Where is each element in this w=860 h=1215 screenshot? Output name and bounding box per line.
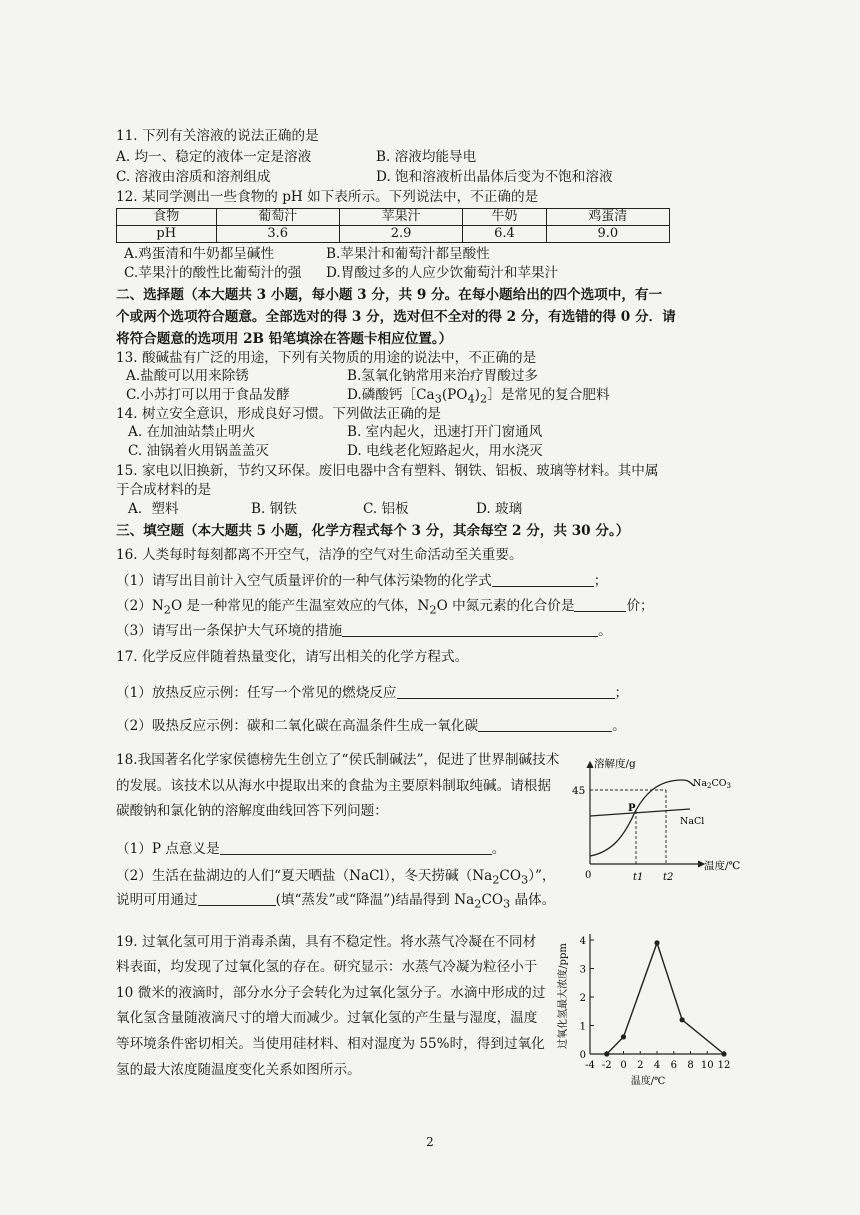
- x-tick-label: 12: [717, 1060, 731, 1071]
- answer-blank[interactable]: [492, 572, 594, 587]
- y-tick-label: 4: [579, 936, 586, 947]
- y-tick-label: 3: [579, 964, 586, 976]
- data-point: [604, 1051, 609, 1056]
- table-cell: 3.6: [216, 226, 339, 243]
- q16-stem: 16. 人类每时每刻都离不开空气，洁净的空气对生命活动至关重要。: [116, 547, 523, 563]
- answer-blank[interactable]: [220, 840, 492, 855]
- table-header-cell: 葡萄汁: [216, 209, 339, 226]
- x-axis-label: 温度/℃: [630, 1076, 666, 1086]
- x-tick-label: 6: [670, 1060, 677, 1071]
- q11-option-a: A. 均一、稳定的液体一定是溶液: [116, 149, 312, 165]
- q19-line2: 料表面，均发现了过氧化氢的存在。研究显示：水蒸气冷凝为粒径小于: [116, 959, 538, 975]
- q15-stem-line1: 15. 家电以旧换新，节约又环保。废旧电器中含有塑料、钢铁、铝板、玻璃等材料。其中属: [116, 463, 659, 479]
- y-tick-label: 1: [579, 1021, 586, 1033]
- q13-stem: 13. 酸碱盐有广泛的用途，下列有关物质的用途的说法中，不正确的是: [116, 350, 537, 366]
- q11-stem: 11. 下列有关溶液的说法正确的是: [116, 128, 319, 144]
- section2-line1: 二、选择题（本大题共 3 小题，每小题 3 分，共 9 分。在每小题给出的四个选项中，有一: [116, 287, 663, 303]
- q14-option-a: A. 在加油站禁止明火: [128, 424, 256, 440]
- point-p-label: P: [628, 803, 636, 814]
- q15-stem-line2: 于合成材料的是: [116, 482, 212, 498]
- q11-option-c: C. 溶液由溶质和溶剂组成: [116, 169, 271, 185]
- x-tick-label: t1: [633, 872, 644, 883]
- q14-option-c: C. 油锅着火用锅盖盖灭: [128, 443, 269, 459]
- table-cell: 6.4: [463, 226, 546, 243]
- x-tick-label: 4: [653, 1060, 661, 1071]
- q13-option-d: D.磷酸钙$[Ca_3(PO_4)_2]$是常见的复合肥料: [347, 387, 610, 406]
- q13-option-a: A.盐酸可以用来除锈: [126, 368, 249, 384]
- y-axis-label: 过氧化氢最大浓度/ppm: [558, 943, 569, 1049]
- y-tick-label: 2: [579, 993, 586, 1004]
- data-point: [721, 1051, 726, 1056]
- y-tick-label: 0: [579, 1050, 586, 1061]
- q15-option-a: A．塑料: [128, 501, 179, 517]
- h2o2-concentration-chart: [552, 926, 742, 1086]
- q18-line1: 18.我国著名化学家侯德榜先生创立了“侯氏制碱法”，促进了世界制碱技术: [116, 752, 560, 768]
- y-axis-label: 溶解度/g: [594, 758, 636, 770]
- q15-option-d: D. 玻璃: [476, 501, 523, 517]
- q16-part2: $(2)N_2O$ 是一种常见的能产生温室效应的气体，$N_2O$ 中氮元素的化合价是 价；: [116, 598, 654, 617]
- table-header-cell: 苹果汁: [339, 209, 462, 226]
- x-tick-label: 10: [700, 1060, 714, 1071]
- q19-line1: 19. 过氧化氢可用于消毒杀菌，具有不稳定性。将水蒸气冷凝在不同材: [116, 934, 537, 950]
- q12-option-c: C.苹果汁的酸性比葡萄汁的强: [124, 265, 302, 281]
- answer-blank[interactable]: [478, 717, 612, 732]
- q15-option-c: C. 铝板: [363, 501, 409, 517]
- q19-line3: 10 微米的液滴时，部分水分子会转化为过氧化氢分子。水滴中形成的过: [116, 985, 546, 1001]
- q14-option-b: B. 室内起火，迅速打开门窗通风: [347, 424, 543, 440]
- table-cell: 9.0: [546, 226, 669, 243]
- section2-line2: 个或两个选项符合题意。全部选对的得 3 分，选对但不全对的得 2 分，有选错的得 0 分．请: [116, 309, 676, 325]
- x-tick-label: 0: [620, 1060, 627, 1071]
- data-point: [621, 1034, 626, 1039]
- y-tick-label: 45: [572, 785, 586, 797]
- answer-blank[interactable]: [342, 622, 598, 637]
- section2-line3: 将符合题意的选项用 2B 铅笔填涂在答题卡相应位置。）: [116, 331, 453, 347]
- q18-line3: 碳酸钠和氯化钠的溶解度曲线回答下列问题：: [116, 803, 388, 819]
- q19-line5: 等环境条件密切相关。当使用硅材料、相对湿度为 55%时，得到过氧化: [116, 1036, 545, 1052]
- x-tick-label: -2: [601, 1060, 612, 1071]
- q16-part3: （3）请写出一条保护大气环境的措施 。: [116, 623, 612, 639]
- q16-part1: （1）请写出目前计入空气质量评价的一种气体污染物的化学式 ；: [116, 573, 608, 589]
- q14-stem: 14. 树立安全意识，形成良好习惯。下列做法正确的是: [116, 406, 442, 422]
- section3-title: 三、填空题（本大题共 5 小题，化学方程式每个 3 分，其余每空 2 分，共 30 分。）: [116, 523, 630, 539]
- q17-part1: （1）放热反应示例：任写一个常见的燃烧反应 ；: [116, 685, 629, 701]
- q11-option-b: B. 溶液均能导电: [376, 149, 477, 165]
- data-point: [680, 1017, 685, 1022]
- table-cell: 2.9: [339, 226, 462, 243]
- q15-option-b: B. 钢铁: [251, 501, 297, 517]
- q13-option-b: B.氢氧化钠常用来治疗胃酸过多: [347, 368, 539, 384]
- q19-line4: 氧化氢含量随液滴尺寸的增大而减少。过氧化氢的产生量与湿度，温度: [116, 1010, 538, 1026]
- q13-option-c: C.小苏打可以用于食品发酵: [126, 387, 290, 403]
- answer-blank[interactable]: [198, 891, 276, 906]
- answer-blank[interactable]: [574, 597, 626, 612]
- q12-option-d: D.胃酸过多的人应少饮葡萄汁和苹果汁: [326, 265, 559, 281]
- table-header-cell: 食物: [117, 209, 217, 226]
- table-row: [117, 226, 670, 243]
- q12-option-b: B.苹果汁和葡萄汁都呈酸性: [326, 246, 490, 262]
- x-tick-label: t2: [663, 872, 674, 883]
- q18-part2: （2）生活在盐湖边的人们“夏天晒盐（NaCl），冬天捞碱$(Na_2CO_3)$”，: [116, 868, 556, 887]
- ph-table: [116, 208, 670, 243]
- q19-line6: 氢的最大浓度随温度变化关系如图所示。: [116, 1062, 361, 1078]
- q17-stem: 17. 化学反应伴随着热量变化，请写出相关的化学方程式。: [116, 649, 469, 665]
- series-label-nacl: NaCl: [680, 816, 705, 827]
- x-tick-label: 0: [585, 870, 592, 881]
- q18-part3: 说明可用通过 (填“蒸发”或“降温”)结晶得到 $Na_2CO_3$ 晶体。: [116, 892, 556, 911]
- table-header-cell: 牛奶: [463, 209, 546, 226]
- table-row: [117, 209, 670, 226]
- table-cell: pH: [117, 226, 217, 243]
- series-label-na2co3: $Na_2CO_3$: [693, 778, 731, 790]
- q12-option-a: A.鸡蛋清和牛奶都呈碱性: [124, 246, 275, 262]
- q17-part2: （2）吸热反应示例：碳和二氧化碳在高温条件生成一氧化碳 。: [116, 718, 626, 734]
- q11-option-d: D. 饱和溶液析出晶体后变为不饱和溶液: [376, 169, 613, 185]
- nacl-curve: [590, 809, 690, 816]
- q18-line2: 的发展。该技术以从海水中提取出来的食盐为主要原料制取纯碱。请根据: [116, 778, 551, 794]
- na2co3-curve: [590, 780, 694, 856]
- x-tick-label: 2: [637, 1060, 644, 1071]
- data-point: [654, 940, 659, 945]
- x-tick-label: 8: [687, 1060, 694, 1071]
- solubility-chart: [572, 752, 780, 884]
- table-header-cell: 鸡蛋清: [546, 209, 669, 226]
- q14-option-d: D. 电线老化短路起火，用水浇灭: [347, 443, 543, 459]
- q18-part1: （1）P 点意义是 。: [116, 841, 506, 857]
- answer-blank[interactable]: [397, 684, 615, 699]
- x-tick-label: -4: [585, 1060, 595, 1071]
- q12-stem: 12. 某同学测出一些食物的 pH 如下表所示。下列说法中，不正确的是: [116, 189, 539, 205]
- x-axis-label: 温度/℃: [704, 860, 741, 872]
- page-number: 2: [426, 1135, 434, 1149]
